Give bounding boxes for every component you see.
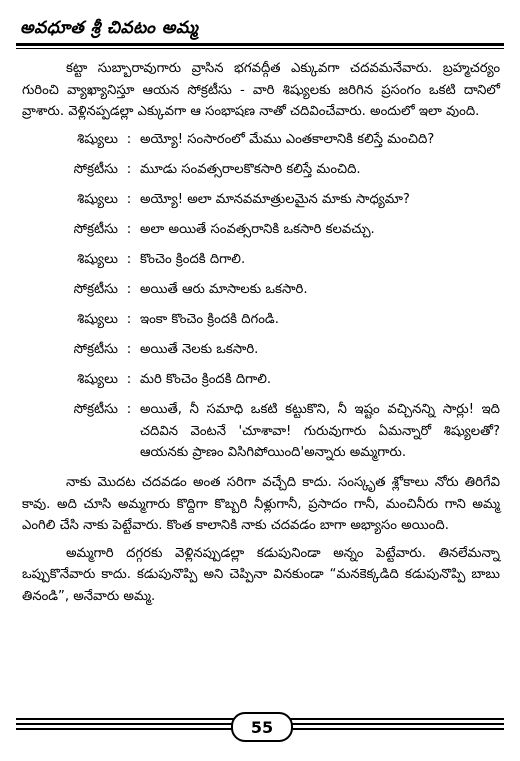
colon-separator: :: [126, 161, 132, 177]
colon-separator: :: [126, 342, 132, 358]
dialogue-line: [22, 249, 500, 271]
speech-text: అయ్యో! అలా మానవమాత్రులమైన మాకు సాధ్యమా?: [140, 191, 410, 207]
colon-separator: :: [126, 191, 132, 207]
dialogue-line: [22, 129, 500, 151]
paragraph-3-text: అమ్మగారి దగ్గరకు వెళ్లినప్పుడల్లా కడుపునిండా అన్నం పెట్టేవారు. తినలేమన్నా ఒప్పుకొనేవారు కాదు. కడుపునొప్పి అని చెప్పినా వినకుండా “మనకెక్కడిది కడుపునొప్పి బాబు తినండి”, అనేవారు అమ్మ.: [22, 545, 500, 604]
speaker-label: సోక్రటీసు: [73, 402, 118, 418]
speech-text: మూడు సంవత్సరాలకొకసారి కలిస్తే మంచిది.: [140, 161, 361, 177]
header-title: అవధూత శ్రీ చివటం అమ్మ: [20, 18, 199, 38]
page-number-badge: [231, 712, 293, 742]
running-header: [16, 16, 504, 42]
speaker-label: సోక్రటీసు: [73, 342, 118, 358]
speaker-label: శిష్యులు: [76, 372, 118, 388]
dialogue-line: [22, 159, 500, 181]
colon-separator: :: [126, 402, 132, 418]
paragraph-3: [22, 543, 500, 608]
page-footer: [16, 708, 504, 748]
paragraph-2-text: నాకు మొదట చదవడం అంత సరిగా వచ్చేది కాదు. సంస్కృత శ్లోకాలు నోరు తిరిగేవి కావు. అది చూసి అమ్మగారు కొద్దిగా కొబ్బరి నీళ్లుగానీ, ప్రసాదం గానీ, మంచినీరు గాని అమ్మ ఎంగిలి చేసి నాకు పెట్టేవారు. కొంత కాలానికి నాకు చదవడం బాగా అభ్యాసం అయింది.: [22, 475, 500, 534]
header-rule-thick: [16, 43, 504, 46]
speech-text: మరి కొంచెం క్రిందకి దిగాలి.: [140, 372, 272, 388]
speech-text: కొంచెం క్రిందకి దిగాలి.: [140, 251, 246, 267]
speaker-label: శిష్యులు: [76, 312, 118, 328]
speech-text: అయితే ఆరు మాసాలకు ఒకసారి.: [140, 281, 308, 297]
colon-separator: :: [126, 281, 132, 297]
speaker-label: శిష్యులు: [76, 251, 118, 267]
dialogue-line: [22, 309, 500, 331]
dialogue-line: [22, 399, 500, 464]
colon-separator: :: [126, 221, 132, 237]
page-body: [22, 58, 500, 613]
colon-separator: :: [126, 372, 132, 388]
colon-separator: :: [126, 131, 132, 147]
dialogue-line: [22, 189, 500, 211]
dialogue-line: [22, 279, 500, 301]
header-rule-thin: [16, 48, 504, 49]
colon-separator: :: [126, 312, 132, 328]
speech-text: అయ్యో! సంసారంలో మేము ఎంతకాలానికి కలిస్తే మంచిది?: [140, 131, 435, 147]
dialogue-line: [22, 339, 500, 361]
dialogue-line: [22, 369, 500, 391]
colon-separator: :: [126, 251, 132, 267]
paragraph-2: [22, 472, 500, 537]
speech-text: ఇంకా కొంచెం క్రిందకి దిగండి.: [140, 312, 279, 328]
dialogue-line: [22, 219, 500, 241]
speaker-label: సోక్రటీసు: [73, 281, 118, 297]
speech-text: అయితే, నీ సమాధి ఒకటి కట్టుకొని, నీ ఇష్టం వచ్చినన్ని సార్లు! ఇది చదివిన వెంటనే 'చూశావా! గురువుగారు ఏమన్నారో శిష్యులతో? ఆయనకు ప్రాణం విసిగిపోయింది'అన్నారు అమ్మగారు.: [140, 402, 500, 461]
paragraph-1-text: కట్టా సుబ్బారావుగారు వ్రాసిన భగవద్గీత ఎక్కువగా చదవమనేవారు. బ్రహ్మచర్యం గురించి వ్యాఖ్యానిస్తూ ఆయన సోక్రటీసు - వారి శిష్యులకు జరిగిన ప్రసంగం ఒకటి దానిలో వ్రాశారు. వెళ్లినప్పడల్లా ఎక్కువగా ఆ సంభాషణ నాతో చదివించేవారు. అందులో ఇలా వుంది.: [22, 61, 500, 119]
speaker-label: సోక్రటీసు: [73, 161, 118, 177]
speaker-label: సోక్రటీసు: [73, 221, 118, 237]
speaker-label: శిష్యులు: [76, 131, 118, 147]
speech-text: అలా అయితే సంవత్సరానికి ఒకసారి కలవచ్చు.: [140, 221, 375, 237]
speaker-label: శిష్యులు: [76, 191, 118, 207]
speech-text: అయితే నెలకు ఒకసారి.: [140, 342, 259, 358]
page-number: 55: [250, 717, 274, 737]
paragraph-1: [22, 58, 500, 123]
dialogue: [22, 129, 500, 464]
